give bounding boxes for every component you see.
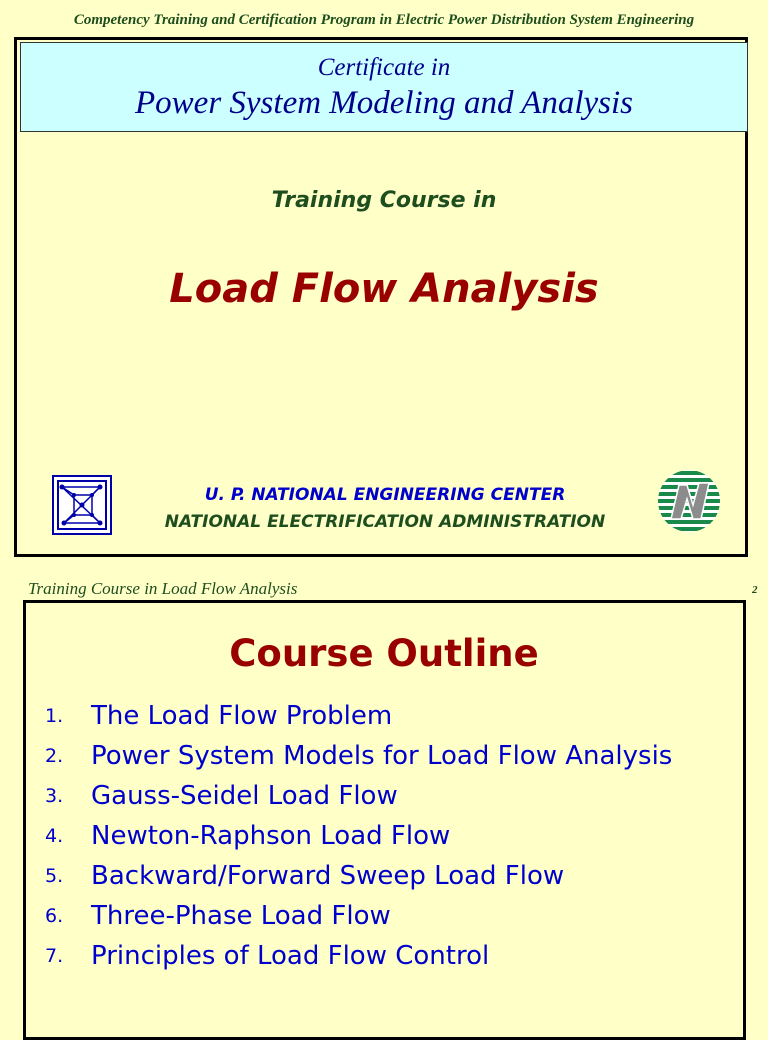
outline-item-number: 6.	[45, 905, 64, 927]
outline-title: Course Outline	[229, 632, 539, 675]
outline-list	[45, 700, 725, 980]
certificate-line2: Power System Modeling and Analysis	[135, 85, 633, 121]
slide2-header: Training Course in Load Flow Analysis	[28, 579, 298, 598]
outline-item-number: 4.	[45, 825, 64, 847]
outline-item-number: 7.	[45, 945, 64, 967]
certificate-box	[20, 42, 748, 132]
outline-item-number: 2.	[45, 745, 64, 767]
outline-item-text: Newton-Raphson Load Flow	[91, 821, 451, 851]
outline-item-number: 5.	[45, 865, 64, 887]
outline-item	[45, 820, 725, 852]
outline-item	[45, 900, 725, 932]
outline-item-number: 1.	[45, 705, 64, 727]
outline-item	[45, 700, 725, 732]
outline-item-text: Gauss-Seidel Load Flow	[91, 781, 398, 811]
nea-logo-icon	[657, 469, 721, 533]
page-number: 2	[752, 584, 758, 596]
certificate-line1: Certificate in	[317, 54, 451, 81]
outline-item-text: The Load Flow Problem	[91, 701, 393, 731]
outline-item-text: Principles of Load Flow Control	[91, 941, 490, 971]
outline-item-text: Backward/Forward Sweep Load Flow	[91, 861, 565, 891]
outline-item-text: Three-Phase Load Flow	[91, 901, 391, 931]
course-title: Load Flow Analysis	[169, 266, 599, 312]
slide1-header: Competency Training and Certification Program in Electric Power Distribution System Engineering	[73, 12, 695, 28]
outline-item-number: 3.	[45, 785, 64, 807]
outline-item-text: Power System Models for Load Flow Analysis	[91, 741, 673, 771]
outline-item	[45, 780, 725, 812]
upnec-logo-icon	[52, 475, 112, 535]
org-line1: U. P. NATIONAL ENGINEERING CENTER	[204, 485, 566, 505]
org-line2: NATIONAL ELECTRIFICATION ADMINISTRATION	[164, 512, 606, 532]
outline-item	[45, 860, 725, 892]
outline-item	[45, 740, 725, 772]
outline-item	[45, 940, 725, 972]
training-course-label: Training Course in	[271, 188, 497, 213]
